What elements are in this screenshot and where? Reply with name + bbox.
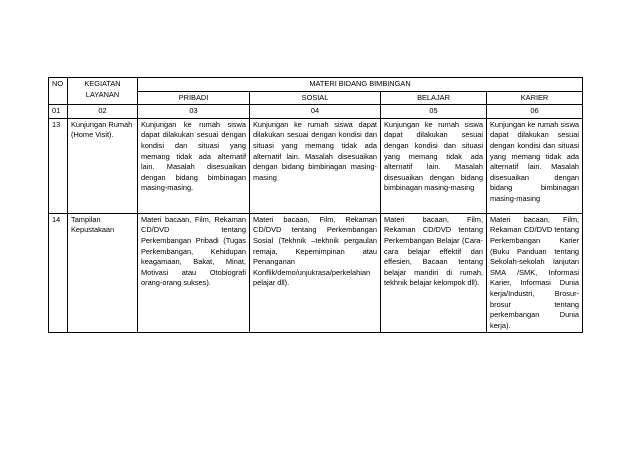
column-number: 03 xyxy=(138,105,250,119)
pribadi-cell: Kunjungan ke rumah siswa dapat dilakukan sesuai dengan kondisi dan situasi yang memang tidak ada alternatif lain. Masalah disesuaikan dengan bidang bimbinagan masing-masing. xyxy=(138,118,250,213)
belajar-cell: Kunjungan ke rumah siswa dapat dilakukan sesuai dengan kondisi dan situasi yang memang tidak ada alternatif lain. Masalah disesuaikan dengan bidang bimbinagan masing-masing xyxy=(381,118,487,213)
column-number: 01 xyxy=(49,105,68,119)
table-row xyxy=(49,213,583,333)
belajar-cell: Materi bacaan, Film, Rekaman CD/DVD tentang Perkembangan Belajar (Cara-cara belajar effektif dan effesien, Bacaan tentang belajar mandiri di rumah, tekhnik belajar kelompok dll). xyxy=(381,213,487,333)
karier-cell: Kunjungan ke rumah siswa dapat dilakukan sesuai dengan kondisi dan situasi yang memang tidak ada alternatif lain. Masalah disesuaikan dengan bidang bimbinagan masing-masing xyxy=(487,118,583,213)
sosial-cell: Kunjungan ke rumah siswa dapat dilakukan sesuai dengan kondisi dan situasi yang memang tidak ada alternatif lain. Masalah disesuaikan dengan bidang bimbinagan masing-masing xyxy=(250,118,381,213)
kegiatan-cell: Tampilan Kepustakaan xyxy=(68,213,138,333)
kegiatan-cell: Kunjungan Rumah (Home Visit). xyxy=(68,118,138,213)
row-number: 14 xyxy=(49,213,68,333)
column-number: 05 xyxy=(381,105,487,119)
column-number: 06 xyxy=(487,105,583,119)
header-sosial: SOSIAL xyxy=(250,91,381,105)
column-number: 02 xyxy=(68,105,138,119)
header-row xyxy=(49,78,583,92)
table-row xyxy=(49,118,583,213)
header-belajar: BELAJAR xyxy=(381,91,487,105)
row-number: 13 xyxy=(49,118,68,213)
sosial-cell: Materi bacaan, Film, Rekaman CD/DVD tentang Perkembangan Sosial (Tekhnik –tekhnik pergaulan remaja, Kepemimpinan atau Penanganan Konflik/demo/unjukrasa/perkelahian pelajar dll). xyxy=(250,213,381,333)
header-kegiatan: KEGIATAN LAYANAN xyxy=(68,78,138,105)
column-number-row xyxy=(49,105,583,119)
pribadi-cell: Materi bacaan, Film, Rekaman CD/DVD tentang Perkembangan Pribadi (Tugas Perkembangan, Kehidupan keagamaan, Bakat, Minat, Motivasi atau Otobiografi orang-orang sukses). xyxy=(138,213,250,333)
header-no: NO xyxy=(49,78,68,105)
karier-cell: Materi bacaan, Film, Rekaman CD/DVD tentang Perkembangan Karier (Buku Panduan tentang Sekolah-sekolah lanjutan SMA /SMK, Informasi Karier, Informasi Dunia kerja/Industri, Brosur-brosur tentang perkembangan Dunia kerja). xyxy=(487,213,583,333)
guidance-material-table xyxy=(48,77,583,333)
column-number: 04 xyxy=(250,105,381,119)
header-karier: KARIER xyxy=(487,91,583,105)
header-materi: MATERI BIDANG BIMBINGAN xyxy=(138,78,583,92)
header-pribadi: PRIBADI xyxy=(138,91,250,105)
